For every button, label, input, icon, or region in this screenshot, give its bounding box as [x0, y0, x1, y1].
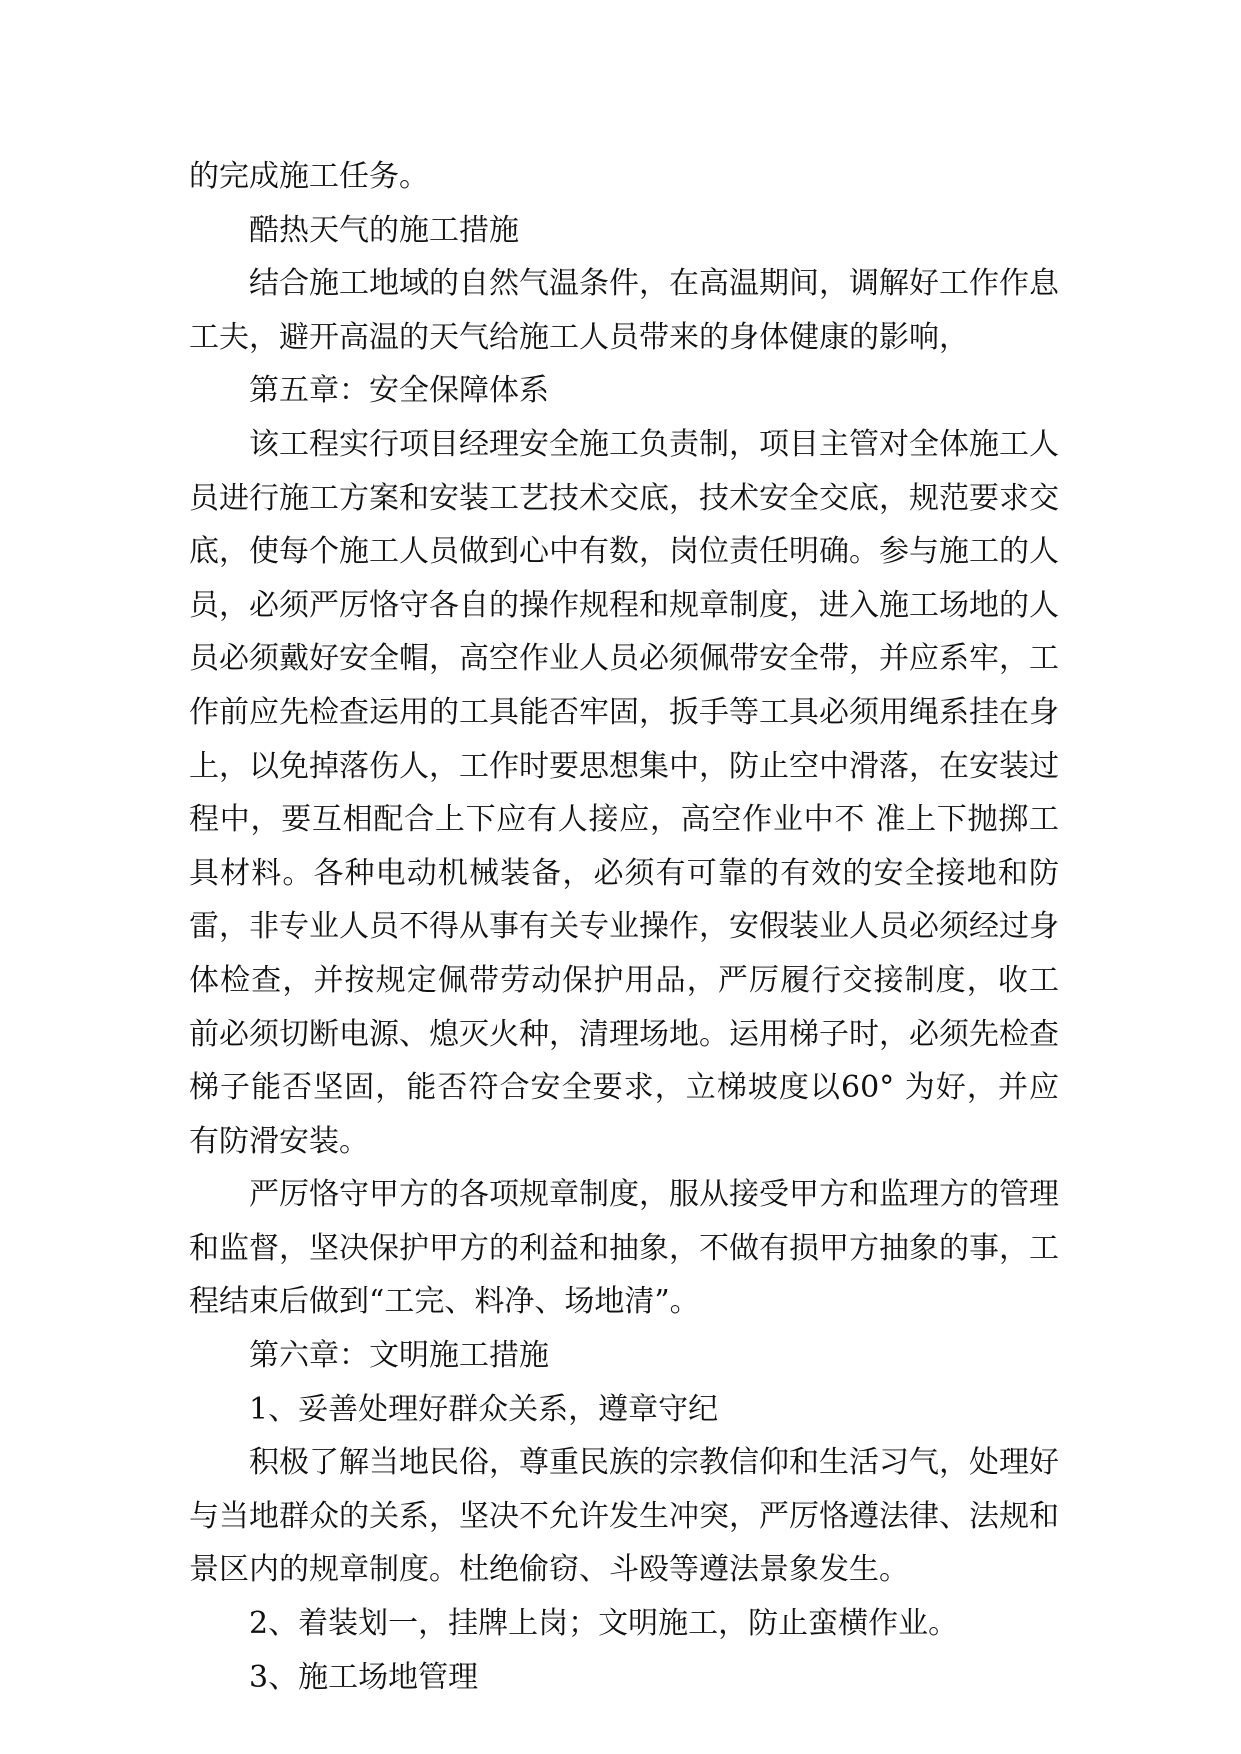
paragraph-safety-system: 该工程实行项目经理安全施工负责制，项目主管对全体施工人员进行施工方案和安装工艺技术交底，技术安全交底，规范要求交底，使每个施工人员做到心中有数，岗位责任明确。参与施工的人员，必须严厉恪守各自的操作规程和规章制度，进入施工场地的人员必须戴好安全帽，高空作业人员必须佩带安全带，并应系牢，工作前应先检查运用的工具能否牢固，扳手等工具必须用绳系挂在身上，以免掉落伤人，工作时要思想集中，防止空中滑落，在安装过程中，要互相配合上下应有人接应，高空作业中不 准上下抛掷工具材料。各种电动机械装备，必须有可靠的有效的安全接地和防雷，非专业人员不得从事有关专业操作，安假装业人员必须经过身体检查，并按规定佩带劳动保护用品，严厉履行交接制度，收工 前必须切断电源、熄灭火种，清理场地。运用梯子时，必须先检查梯子能否坚固，能否符合安全要求，立梯坡度以60° 为好，并应有防滑安装。 — [189, 426, 1059, 1159]
paragraph-item-1: 积极了解当地民俗，尊重民族的宗教信仰和生活习气，处理好与当地群众的关系，坚决不允许发生冲突，严厉恪遵法律、法规和景区内的规章制度。杜绝偷窃、斗殴等遵法景象发生。 — [189, 1445, 1059, 1588]
heading-hot-weather-measures: 酷热天气的施工措施 — [249, 212, 519, 248]
heading-chapter-six: 第六章：文明施工措施 — [249, 1338, 549, 1374]
document-body — [189, 150, 1059, 1704]
heading-item-3: 3、施工场地管理 — [249, 1659, 479, 1695]
paragraph-client-rules: 严厉恪守甲方的各项规章制度，服从接受甲方和监理方的管理和监督，坚决保护甲方的利益和抽象，不做有损甲方抽象的事，工程结束后做到“工完、料净、场地清”。 — [189, 1177, 1059, 1320]
paragraph-continuation: 的完成施工任务。 — [189, 159, 429, 194]
heading-item-1: 1、妥善处理好群众关系，遵章守纪 — [249, 1391, 719, 1427]
paragraph-hot-weather: 结合施工地域的自然气温条件，在高温期间，调解好工作作息工夫，避开高温的天气给施工人员带来的身体健康的影响， — [189, 266, 1059, 355]
heading-chapter-five: 第五章：安全保障体系 — [249, 373, 549, 409]
paragraph-item-2: 2、着装划一，挂牌上岗；文明施工，防止蛮横作业。 — [249, 1606, 959, 1642]
